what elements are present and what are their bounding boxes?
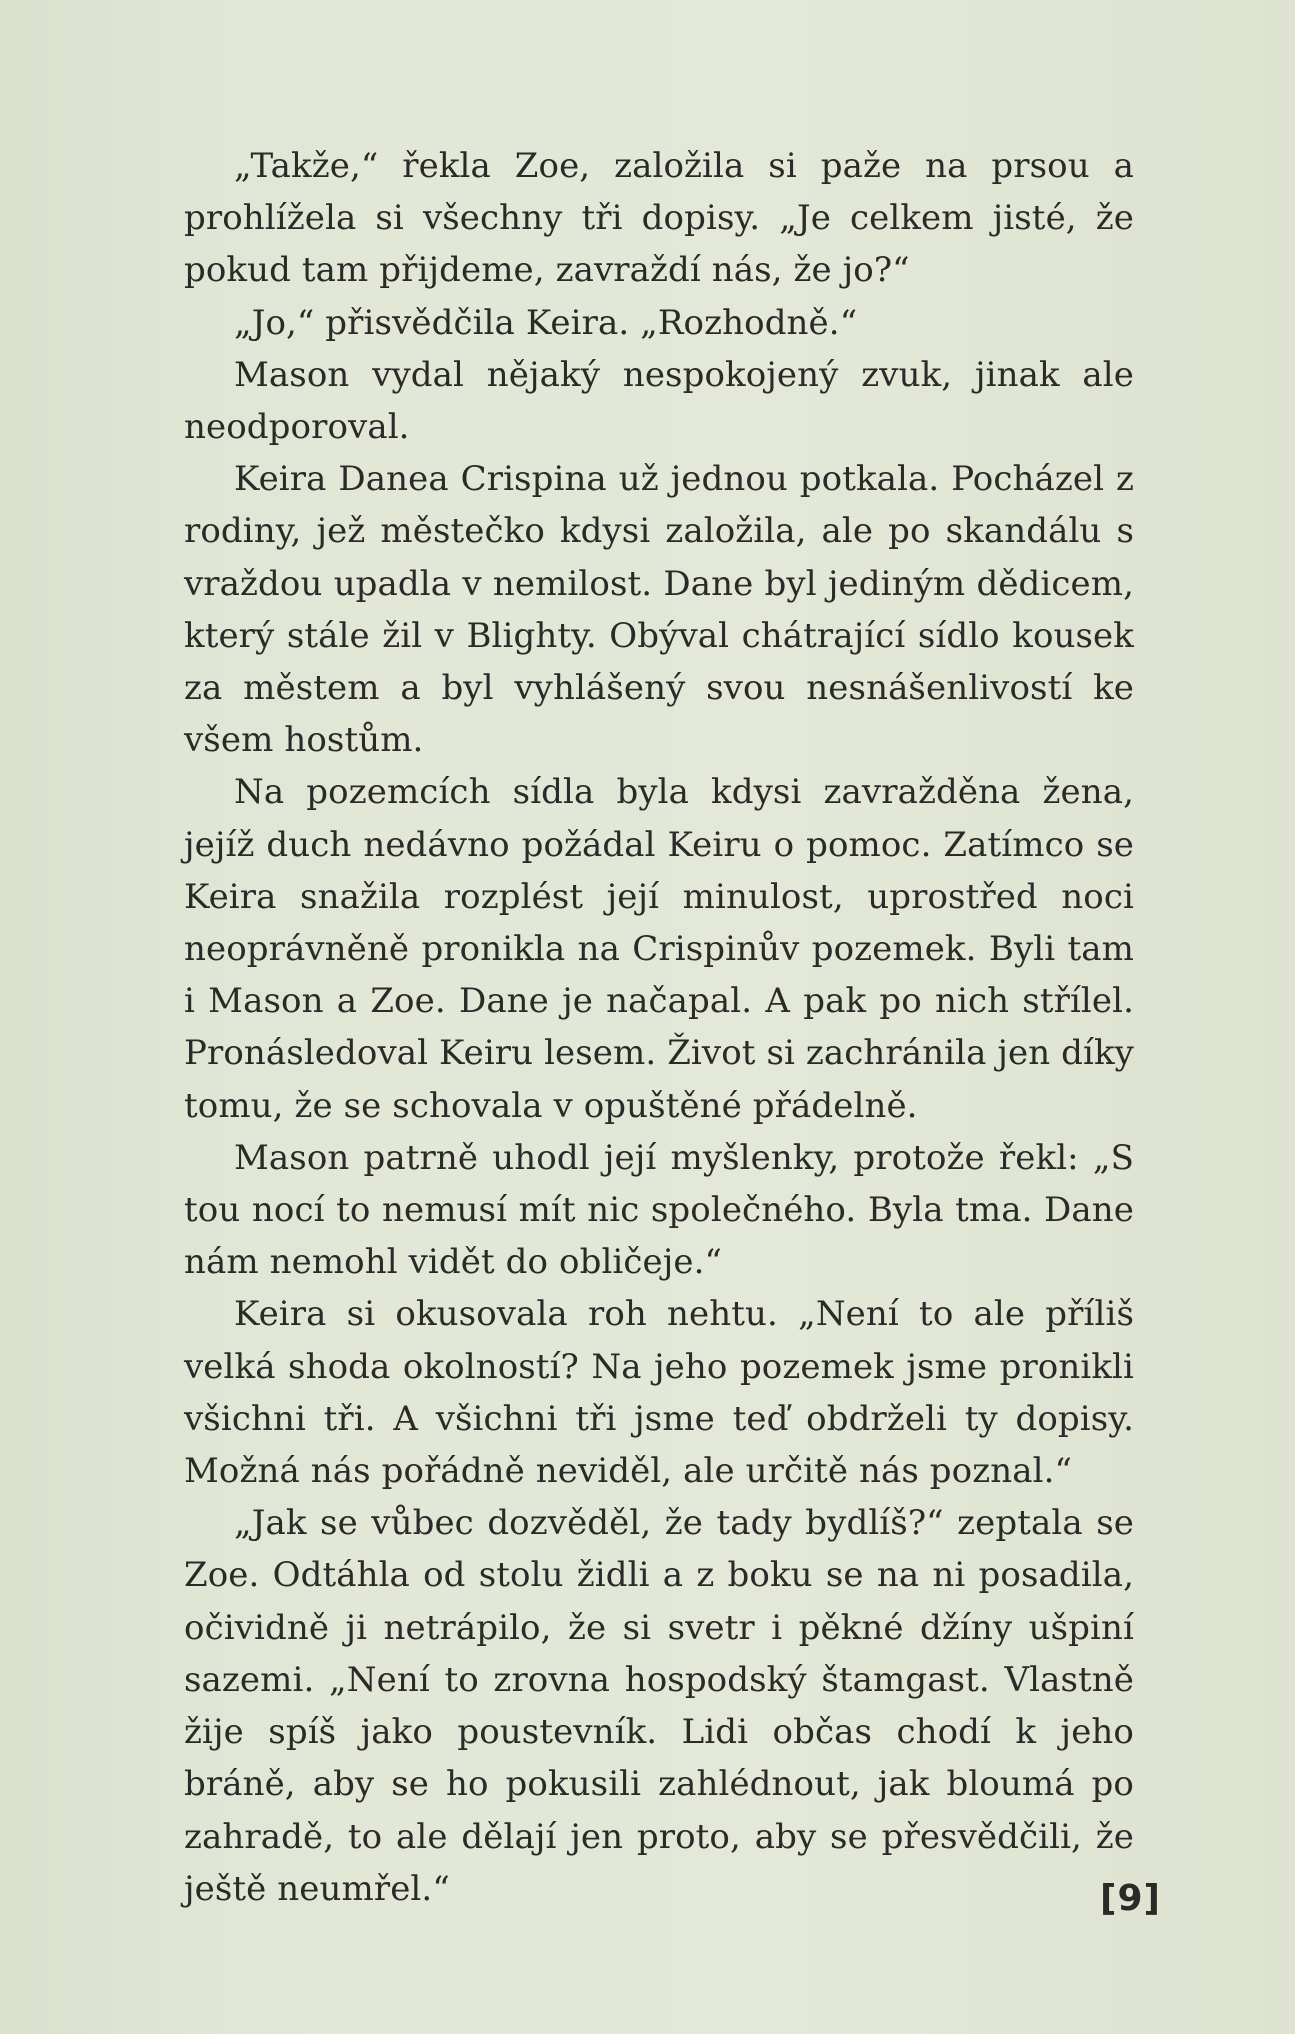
page-number: [9] [1100,1878,1161,1919]
paragraph: Mason vydal nějaký nespokojený zvuk, jinak ale neodporoval. [184,354,1134,448]
paragraph: Mason patrně uhodl její myšlenky, protože řekl: „S tou nocí to nemusí mít nic společného. Byla tma. Dane nám nemohl vidět do obličeje.“ [184,1137,1134,1283]
paragraph: Keira si okusovala roh nehtu. „Není to ale příliš velká shoda okolností? Na jeho pozemek jsme pronikli všichni tři. A všichni tři jsme teď obdrželi ty dopisy. Možná nás pořádně neviděl, ale určitě nás poznal.“ [184,1294,1134,1492]
paragraph: „Jo,“ přisvědčila Keira. „Rozhodně.“ [234,302,858,343]
paragraph: „Jak se vůbec dozvěděl, že tady bydlíš?“ zeptala se Zoe. Odtáhla od stolu židli a z boku se na ni posadila, očividně ji netrápilo, že si svetr i pěkné džíny ušpiní sazemi. „Není to zrovna hospodský štamgast. Vlastně žije spíš jako poustevník. Lidi občas chodí k jeho bráně, aby se ho pokusili zahlédnout, jak bloumá po zahradě, to ale dělají jen proto, aby se přesvědčili, že ještě neumřel.“ [184,1503,1134,1909]
paragraph: Keira Danea Crispina už jednou potkala. Pocházel z rodiny, jež městečko kdysi založila, ale po skandálu s vraždou upadla v nemilost. Dane byl jediným dědicem, který stále žil v Blighty. Obýval chátrající sídlo kousek za městem a byl vyhlášený svou nesnášenlivostí ke všem hostům. [184,459,1134,761]
paragraph: „Takže,“ řekla Zoe, založila si paže na prsou a prohlížela si všechny tři dopisy. „Je celkem jisté, že pokud tam přijdeme, zavraždí nás, že jo?“ [184,146,1134,291]
paragraph: Na pozemcích sídla byla kdysi zavražděna žena, jejíž duch nedávno požádal Keiru o pomoc. Zatímco se Keira snažila rozplést její minulost, uprostřed noci neoprávněně pronikla na Crispinův pozemek. Byli tam i Mason a Zoe. Dane je načapal. A pak po nich střílel. Pronásledoval Keiru lesem. Život si zachránila jen díky tomu, že se schovala v opuštěné přádelně. [184,772,1134,1126]
body-text [184,140,1134,1915]
